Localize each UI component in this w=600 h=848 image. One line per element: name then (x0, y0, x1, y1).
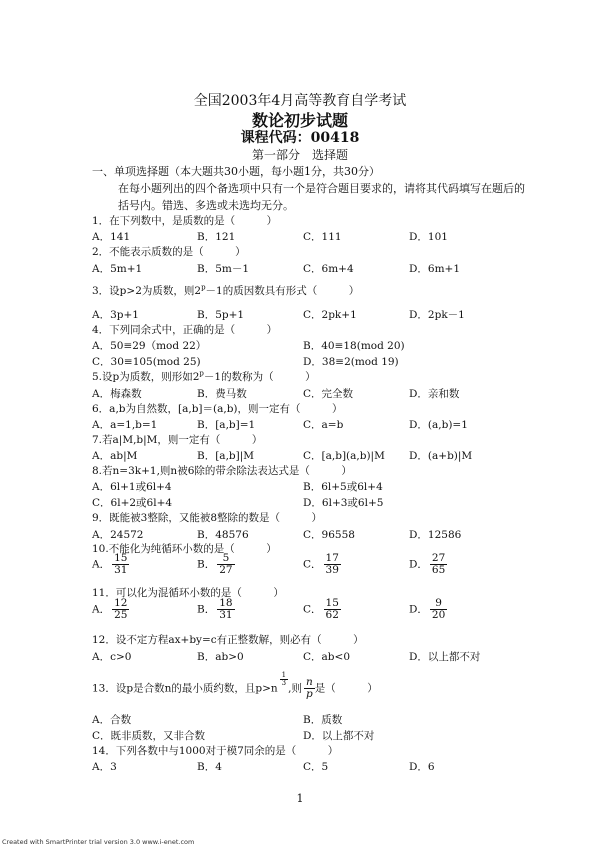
question-10: 10.不能化为纯循环小数的是（ ） (92, 543, 277, 555)
numerator: 27 (431, 552, 446, 564)
exponent-fraction (280, 672, 288, 688)
question-6: 6．a,b为自然数，[a,b]＝(a,b)，则一定有（ ） (92, 403, 343, 415)
section-instruction-1: 在每小题列出的四个备选项中只有一个是符合题目要求的，请将其代码填写在题后的 (118, 182, 525, 195)
numerator: 9 (430, 598, 447, 610)
option-label: B． (197, 603, 216, 616)
numerator: 15 (114, 552, 128, 564)
subject-title: 数论初步试题 (251, 111, 348, 130)
option-c: C．6m+4 (303, 263, 354, 275)
numerator: 1 (281, 671, 287, 679)
option-b: B．ab>0 (197, 651, 244, 663)
question-3-text-2: －1的质因数具有形式（ ） (205, 285, 360, 297)
option-label: A． (92, 603, 111, 616)
denominator: 20 (431, 609, 446, 622)
denominator: 31 (219, 609, 233, 622)
option-a: A．3 (92, 761, 117, 773)
option-c: C．既非质数，又非合数 (92, 730, 206, 742)
option-b: B．6l+5或6l+4 (303, 481, 383, 493)
fraction (304, 677, 315, 700)
printer-footer: Created with SmartPrinter trial version 3.0 www.i-enet.com (2, 838, 195, 846)
fraction (324, 598, 341, 621)
fraction (217, 553, 234, 576)
option-d (409, 553, 447, 576)
fraction (430, 553, 447, 576)
option-d (409, 598, 447, 621)
option-a: A．c>0 (92, 651, 132, 663)
option-c: C．a=b (303, 419, 344, 431)
question-8: 8.若n=3k+1,则n被6除的带余除法表达式是（ ） (92, 465, 352, 477)
option-c: C．完全数 (303, 388, 354, 400)
option-d: D．6 (409, 761, 435, 773)
option-c: C．111 (303, 231, 342, 243)
question-5-text-2: －1的数称为（ ） (203, 371, 316, 383)
option-b: B．121 (197, 231, 236, 243)
question-1: 1．在下列数中，是质数的是（ ） (92, 215, 278, 227)
option-label: A． (92, 558, 111, 571)
option-d: D．101 (409, 231, 448, 243)
page-number: 1 (296, 792, 304, 805)
fraction (324, 553, 341, 576)
option-c: C．30≡105(mod 25) (92, 356, 201, 368)
option-d: D．(a,b)=1 (409, 419, 468, 431)
denominator: p (305, 687, 313, 700)
option-a: A．a=1,b=1 (92, 419, 158, 431)
exam-title: 全国2003年4月高等教育自学考试 (193, 93, 407, 109)
option-b: B．40≡18(mod 20) (303, 340, 405, 352)
denominator: 39 (325, 564, 339, 577)
section-heading: 一、单项选择题（本大题共30小题，每小题1分，共30分） (92, 165, 380, 178)
option-c: C．5 (303, 761, 329, 773)
numerator: 5 (217, 553, 234, 565)
option-b (197, 598, 235, 621)
numerator: 12 (114, 597, 128, 609)
option-b: B．[a,b]=1 (197, 419, 256, 431)
question-3-text-1: 3．设p>2为质数，则2 (92, 285, 202, 297)
question-13 (92, 672, 378, 700)
option-label: D． (409, 558, 428, 571)
option-a (92, 553, 129, 576)
option-b: B．费马数 (197, 388, 247, 400)
option-c: C．6l+2或6l+4 (92, 497, 173, 509)
exponent: p (201, 283, 206, 292)
option-a (92, 598, 129, 621)
numerator: 15 (325, 597, 339, 609)
option-c: C．96558 (303, 529, 355, 541)
option-b (197, 553, 235, 576)
option-label: D． (409, 603, 428, 616)
question-2: 2．不能表示质数的是（ ） (92, 246, 246, 258)
question-9: 9．既能被3整除，又能被8整除的数是（ ） (92, 512, 323, 524)
option-a: A．50≡29（mod 22） (92, 340, 207, 352)
question-13-text-2: ,则 (288, 682, 302, 695)
denominator: 3 (281, 679, 287, 688)
denominator: 25 (114, 609, 128, 622)
option-d: D．38≡2(mod 19) (303, 356, 399, 368)
denominator: 27 (219, 564, 233, 577)
option-a: A．141 (92, 231, 131, 243)
part-heading: 第一部分 选择题 (251, 148, 348, 162)
option-label: C． (303, 558, 322, 571)
question-3 (92, 283, 359, 298)
option-b: B．48576 (197, 529, 249, 541)
option-b: B．质数 (303, 714, 343, 726)
option-d: D．以上都不对 (303, 730, 375, 742)
question-5-text-1: 5.设p为质数，则形如2 (92, 371, 200, 383)
fraction (112, 598, 129, 621)
option-a: A．6l+1或6l+4 (92, 481, 172, 493)
fraction (217, 598, 234, 621)
option-b: B．[a,b]|M (197, 450, 255, 462)
option-label: C． (303, 603, 322, 616)
denominator: 62 (325, 609, 339, 622)
option-d: D．2pk－1 (409, 309, 465, 321)
option-c (303, 598, 341, 621)
option-c: C．[a,b](a,b)|M (303, 450, 385, 462)
option-b: B．5p+1 (197, 309, 245, 321)
numerator: n (305, 675, 313, 688)
denominator: 65 (431, 564, 446, 577)
numerator: 18 (219, 597, 233, 609)
option-c (303, 553, 341, 576)
exponent: p (199, 369, 204, 378)
option-d: D．6m+1 (409, 263, 461, 275)
fraction (430, 598, 447, 621)
option-a: A．3p+1 (92, 309, 139, 321)
section-instruction-2: 括号内。错选、多选或未选均无分。 (118, 199, 294, 212)
option-a: A．合数 (92, 714, 132, 726)
option-c: C．2pk+1 (303, 309, 357, 321)
option-b: B．4 (197, 761, 222, 773)
question-4: 4．下列同余式中，正确的是（ ） (92, 324, 278, 336)
option-label: B． (197, 558, 216, 571)
option-d: D．亲和数 (409, 388, 460, 400)
denominator: 31 (114, 564, 128, 577)
option-c: C．ab<0 (303, 651, 350, 663)
course-code: 课程代码：00418 (240, 130, 360, 146)
question-11: 11．可以化为混循环小数的是（ ） (92, 587, 284, 599)
question-13-text-1: 13．设p是合数n的最小质约数，且p>n (92, 682, 278, 695)
option-d: D．12586 (409, 529, 462, 541)
option-b: B．5m－1 (197, 263, 250, 275)
option-d: D．6l+3或6l+5 (303, 497, 384, 509)
option-a: A．ab|M (92, 450, 138, 462)
option-a: A．24572 (92, 529, 144, 541)
option-a: A．梅森数 (92, 388, 142, 400)
numerator: 17 (325, 552, 339, 564)
question-7: 7.若a|M,b|M，则一定有（ ） (92, 434, 263, 446)
question-12: 12．设不定方程ax+by=c有正整数解，则必有（ ） (92, 634, 364, 646)
option-d: D．以上都不对 (409, 651, 481, 663)
question-14: 14．下列各数中与1000对于模7同余的是（ ） (92, 745, 339, 757)
option-a: A．5m+1 (92, 263, 143, 275)
question-13-text-3: 是（ ） (314, 682, 378, 695)
question-5 (92, 369, 316, 384)
option-d: D．(a+b)|M (409, 450, 473, 462)
fraction (112, 553, 129, 576)
